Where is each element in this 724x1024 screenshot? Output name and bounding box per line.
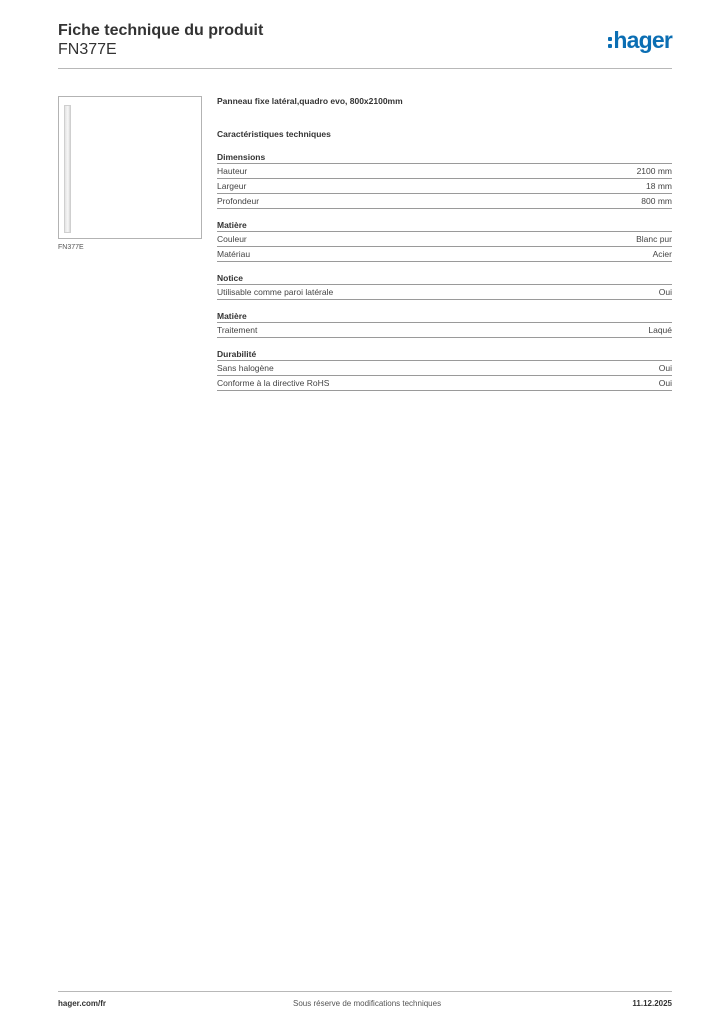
spec-label: Matériau <box>217 249 251 259</box>
spec-label: Couleur <box>217 234 247 244</box>
product-details <box>217 96 672 391</box>
spec-row <box>217 246 672 261</box>
spec-row <box>217 193 672 208</box>
spec-value: Acier <box>652 249 672 259</box>
product-image-caption: FN377E <box>58 244 84 251</box>
product-reference: FN377E <box>58 41 117 58</box>
spec-label: Sans halogène <box>217 363 274 373</box>
logo-wordmark: hager <box>613 27 672 53</box>
spec-value: 2100 mm <box>636 166 672 176</box>
spec-sections <box>217 152 672 391</box>
spec-row <box>217 178 672 193</box>
spec-row <box>217 284 672 299</box>
spec-label: Traitement <box>217 325 258 335</box>
document-title: Fiche technique du produit <box>58 22 264 39</box>
page-header <box>58 22 672 70</box>
spec-label: Profondeur <box>217 196 260 206</box>
spec-section <box>217 273 672 300</box>
spec-rows <box>217 163 672 209</box>
header-divider <box>58 68 672 69</box>
spec-label: Utilisable comme paroi latérale <box>217 287 334 297</box>
spec-row <box>217 322 672 337</box>
footer-divider <box>58 991 672 992</box>
spec-section <box>217 220 672 262</box>
spec-value: Laqué <box>648 325 672 335</box>
side-panel-icon <box>64 105 71 233</box>
spec-section-title: Dimensions <box>217 152 266 162</box>
spec-section <box>217 349 672 391</box>
product-name: Panneau fixe latéral,quadro evo, 800x2100mm <box>217 96 403 106</box>
spec-rows <box>217 322 672 338</box>
footer-date: 11.12.2025 <box>632 999 672 1008</box>
spec-section <box>217 152 672 209</box>
spec-value: Oui <box>658 287 672 297</box>
spec-value: Blanc pur <box>636 234 672 244</box>
spec-value: Oui <box>658 363 672 373</box>
spec-row <box>217 360 672 375</box>
spec-section <box>217 311 672 338</box>
spec-row <box>217 375 672 390</box>
spec-value: 18 mm <box>646 181 672 191</box>
product-image <box>58 96 202 239</box>
spec-section-title: Matière <box>217 311 247 321</box>
footer-website: hager.com/fr <box>58 999 107 1008</box>
spec-label: Largeur <box>217 181 247 191</box>
spec-rows <box>217 231 672 262</box>
footer-notice: Sous réserve de modifications techniques <box>293 999 442 1008</box>
spec-label: Hauteur <box>217 166 248 176</box>
hager-logo <box>608 28 672 52</box>
spec-rows <box>217 284 672 300</box>
spec-section-title: Matière <box>217 220 247 230</box>
spec-value: Oui <box>658 378 672 388</box>
logo-colon-icon <box>608 37 612 48</box>
spec-label: Conforme à la directive RoHS <box>217 378 330 388</box>
spec-heading: Caractéristiques techniques <box>217 129 331 139</box>
spec-value: 800 mm <box>641 196 672 206</box>
spec-row <box>217 163 672 178</box>
spec-row <box>217 231 672 246</box>
spec-section-title: Durabilité <box>217 349 257 359</box>
spec-section-title: Notice <box>217 273 243 283</box>
spec-rows <box>217 360 672 391</box>
